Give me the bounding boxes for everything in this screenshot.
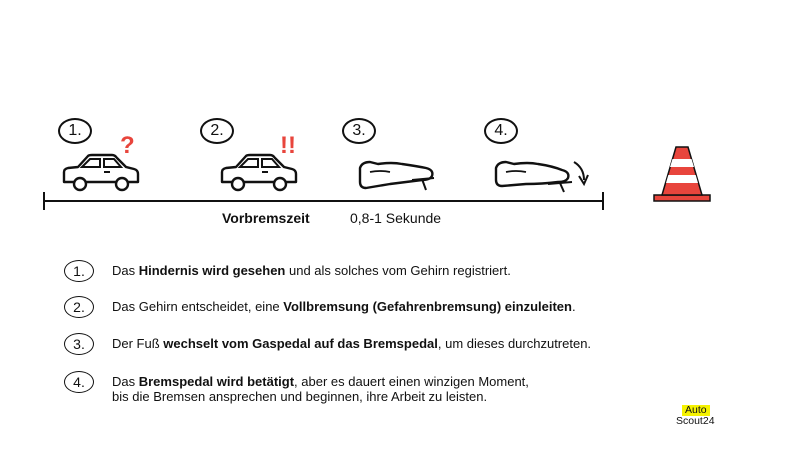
step-number: 3. [64,333,94,355]
traffic-cone-icon [652,145,712,203]
marker-1-number: 1. [58,118,92,144]
timeline-bold-label: Vorbremszeit [222,210,310,226]
car-icon [60,152,142,194]
timeline-start-tick [43,192,45,210]
step-text: Der Fuß wechselt vom Gaspedal auf das Bremspedal, um dieses durchzutreten. [112,336,592,351]
step-number: 1. [64,260,94,282]
marker-2-number: 2. [200,118,234,144]
marker-3-number: 3. [342,118,376,144]
logo-auto-text: Auto [682,405,710,416]
step-text: Das Bremspedal wird betätigt, aber es dauert einen winzigen Moment, bis die Bremsen ansprechen und beginnen, ihre Arbeit zu leisten. [112,374,529,404]
step-text: Das Gehirn entscheidet, eine Vollbremsung (Gefahrenbremsung) einzuleiten. [112,299,576,314]
exclamation-mark: !! [280,132,296,159]
timeline-value-label: 0,8-1 Sekunde [350,210,442,226]
autoscout24-logo [676,405,726,427]
marker-4-number: 4. [484,118,518,144]
step-number: 2. [64,296,94,318]
timeline-bar [44,200,604,202]
car-icon-2 [218,152,300,194]
shoe-pedal-icon [356,156,438,198]
step-text: Das Hindernis wird gesehen und als solches vom Gehirn registriert. [112,263,511,278]
shoe-press-icon [492,154,592,198]
logo-scout-text: Scout24 [676,415,715,427]
timeline-end-tick [602,192,604,210]
question-mark: ? [120,132,135,159]
step-number: 4. [64,371,94,393]
